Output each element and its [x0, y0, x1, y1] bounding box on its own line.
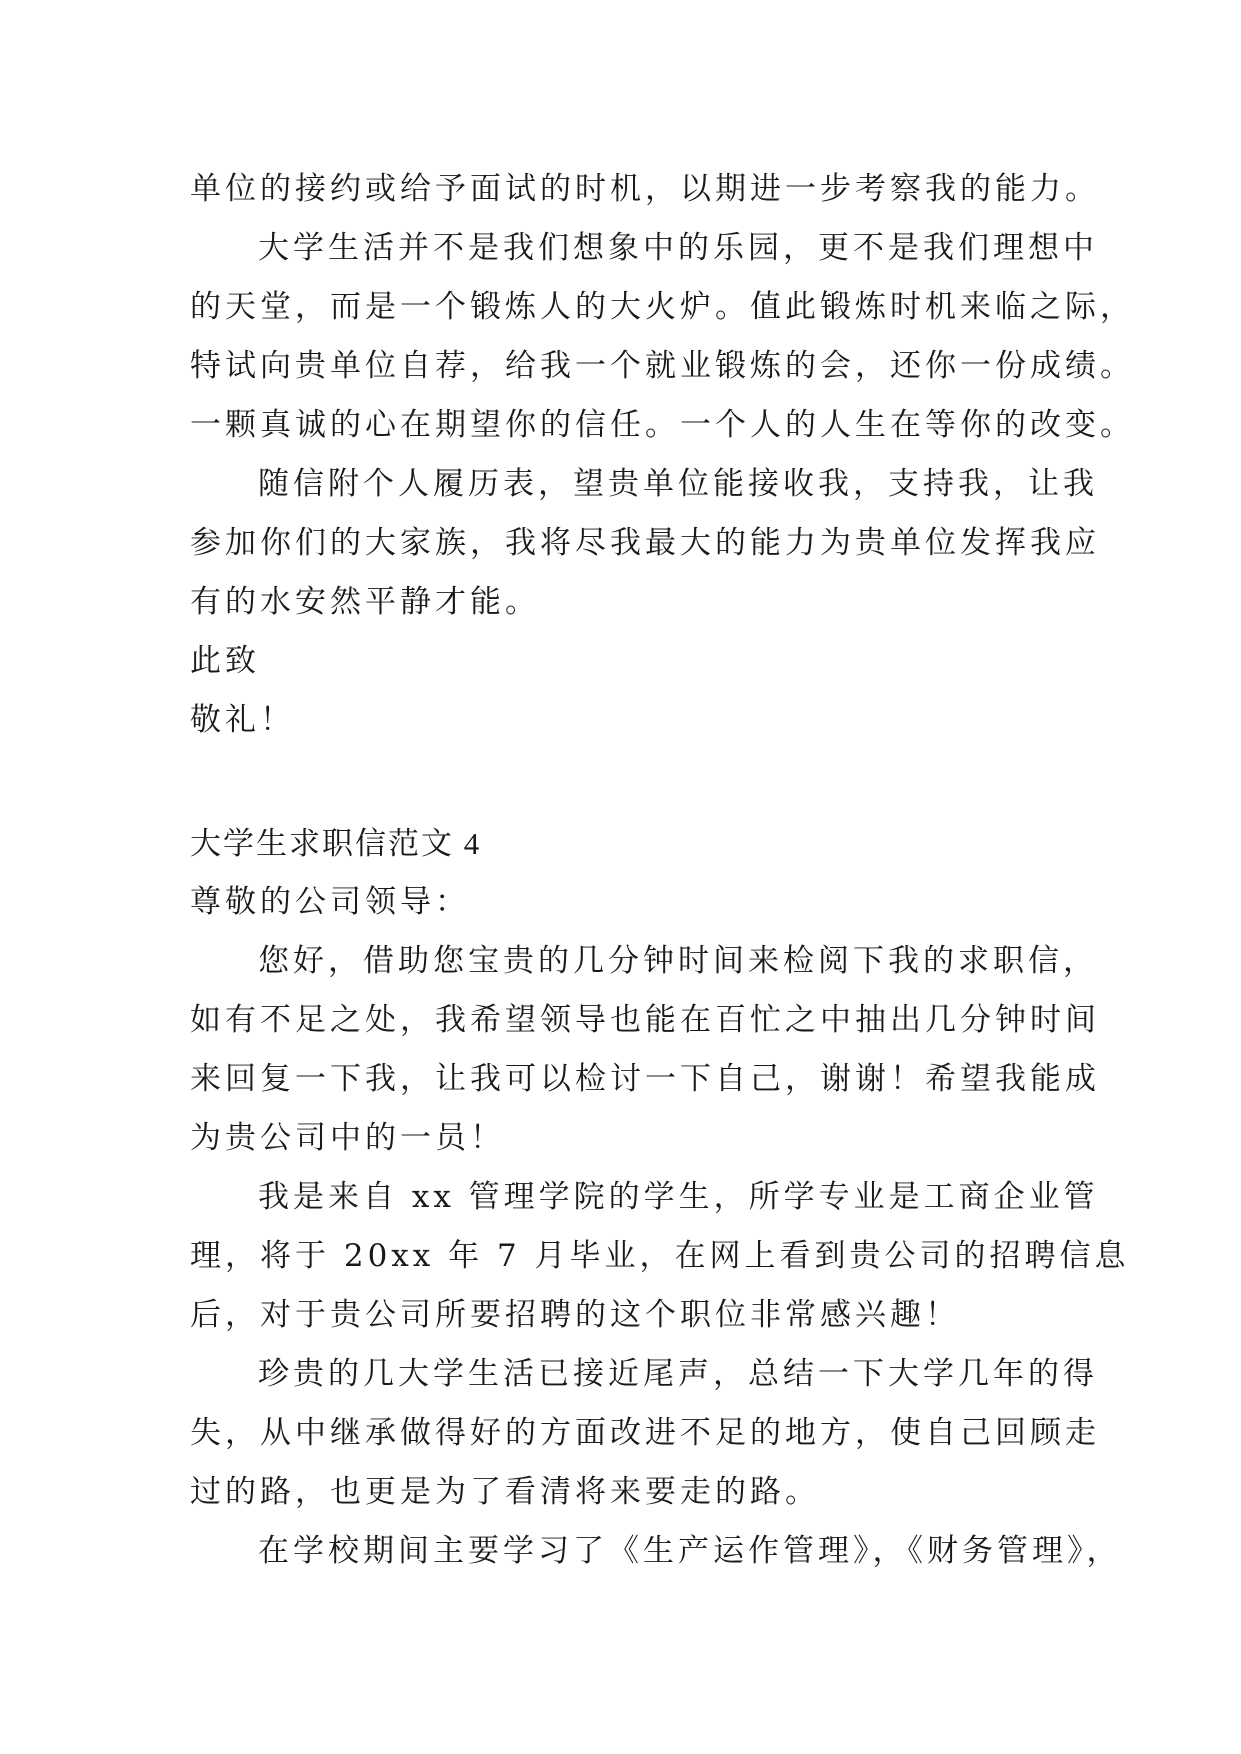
paragraph-line: 一颗真诚的心在期望你的信任。一个人的人生在等你的改变。 — [190, 407, 1135, 443]
paragraph-line: 您好，借助您宝贵的几分钟时间来检阅下我的求职信， — [258, 943, 1098, 979]
closing-salute: 敬礼！ — [190, 702, 295, 738]
paragraph-line: 特试向贵单位自荐，给我一个就业锻炼的会，还你一份成绩。 — [190, 348, 1135, 384]
paragraph-line: 的天堂，而是一个锻炼人的大火炉。值此锻炼时机来临之际， — [190, 289, 1135, 325]
paragraph-line: 理，将于 20xx 年 7 月毕业，在网上看到贵公司的招聘信息 — [190, 1238, 1130, 1274]
paragraph-line: 有的水安然平静才能。 — [190, 584, 540, 620]
paragraph-line: 在学校期间主要学习了《生产运作管理》，《财务管理》， — [258, 1533, 1122, 1569]
paragraph-line: 大学生活并不是我们想象中的乐园，更不是我们理想中 — [258, 230, 1098, 266]
letter-body — [190, 160, 1135, 1581]
salutation: 尊敬的公司领导： — [190, 884, 470, 920]
paragraph-line: 来回复一下我，让我可以检讨一下自己，谢谢！希望我能成 — [190, 1061, 1100, 1097]
section-title: 大学生求职信范文 4 — [190, 826, 482, 861]
paragraph-line: 为贵公司中的一员！ — [190, 1120, 505, 1156]
paragraph-line: 我是来自 xx 管理学院的学生，所学专业是工商企业管 — [258, 1179, 1099, 1215]
section-gap — [190, 750, 1090, 814]
paragraph-line: 如有不足之处，我希望领导也能在百忙之中抽出几分钟时间 — [190, 1002, 1100, 1038]
paragraph-line: 失，从中继承做得好的方面改进不足的地方，使自己回顾走 — [190, 1415, 1100, 1451]
paragraph-line: 过的路，也更是为了看清将来要走的路。 — [190, 1474, 820, 1510]
paragraph-line: 随信附个人履历表，望贵单位能接收我，支持我，让我 — [258, 466, 1098, 502]
paragraph-line: 参加你们的大家族，我将尽我最大的能力为贵单位发挥我应 — [190, 525, 1100, 561]
closing-line: 此致 — [190, 643, 260, 679]
paragraph-line: 珍贵的几大学生活已接近尾声，总结一下大学几年的得 — [258, 1356, 1098, 1392]
paragraph-line: 单位的接约或给予面试的时机，以期进一步考察我的能力。 — [190, 171, 1100, 207]
paragraph-line: 后，对于贵公司所要招聘的这个职位非常感兴趣！ — [190, 1297, 960, 1333]
